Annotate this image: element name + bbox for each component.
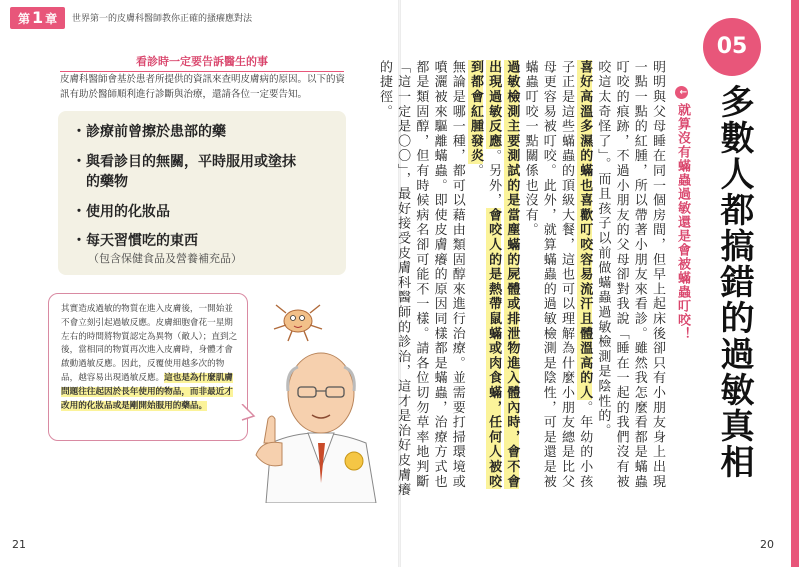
bubble-highlight: 這也是為什麼肌膚問題往往起因於長年使用的物品，而非最近才改用的化妝品或是剛開始服用的藥品。 [61,372,233,411]
page-number: 20 [760,538,774,551]
highlighted-phrase: 過敏檢測主要測試的是當塵蟎的屍體或排泄物進入體內時，會不會出現過敏反應 [486,60,520,490]
page-number: 21 [12,538,26,551]
arrow-down-icon: ↓ [675,86,688,99]
highlighted-phrase: 會咬人的是熱帶鼠蟎或肉食蟎，任何人被咬到都會紅腫發炎 [467,60,502,490]
section-number-badge: 05 [703,18,761,76]
running-head: 世界第一的皮膚科醫師教你正確的搔癢應對法 [72,14,253,24]
page-title: 多數人都搞錯的過敏真相 [714,84,754,480]
mite-icon [274,305,322,341]
speech-bubble [48,293,248,441]
vertical-body-text: 明明與父母睡在同一個房間，但早上起床後卻只有小朋友身上出現一點一點的紅腫，所以帶著小朋友來看診。雖然我怎麼看都是蟎蟲叮咬的痕跡，不過小朋友的父母卻對我說「睡在一起的我們沒有被咬這太奇怪了」。而且孩子以前做蟎蟲過敏檢測是陰性的。 喜好高溫多濕的蟎也喜歡叮咬容易流汗且體溫高的人。年幼的小孩子正是這些蟎蟲的頂級大餐，這也可以理解為什麼小朋友總是比父母更容易被叮咬。此外，就算蟎蟲的過敏檢測是陰性，可是還是被蟎蟲叮咬一點關係也沒有。 過敏檢測主要測試的是當塵蟎的屍體或排泄物進入體內時，會不會出現過敏反應。另外，會咬人的是熱帶鼠蟎或肉食蟎，任何人被咬到都會紅腫發炎。 無論是哪一種，都可以藉由類固醇來進行治療。並需要打掃環境或噴灑被來驅離蟎蟲。即使皮膚癢的原因同樣都是蟎蟲，治療方式也都是類固醇，但有時候病名卻可能不一樣。請各位切勿草率地判斷「這一定是〇〇」，最好接受皮膚科醫師的診治，這才是治好皮膚癢的捷徑。 [376,60,665,498]
intro-text: 皮膚科醫師會基於患者所提供的資訊來查明皮膚病的原因。以下的資訊有助於醫師順利進行診斷與治療，還請各位一定要告知。 [60,74,346,100]
checklist-item: ・與看診目的無關，平時服用或塗抹 [72,154,296,170]
highlighted-phrase: 喜好高溫多濕的蟎也喜歡叮咬容易流汗且體溫高的人 [577,60,593,401]
left-page [0,0,399,567]
doctor-illustration [246,283,396,503]
checklist-item: ・每天習慣吃的東西 [72,233,198,249]
checklist-item: 的藥物 [86,174,128,190]
subtitle: ↓就算沒有蟎蟲過敏還是會被蟎蟲叮咬！ [673,86,692,341]
paragraph: 明明與父母睡在同一個房間，但早上起床後卻只有小朋友身上出現一點一點的紅腫，所以帶著小朋友來看診。雖然我怎麼看都是蟎蟲叮咬的痕跡，不過小朋友的父母卻對我說「睡在一起的我們沒有被咬這太奇怪了」。而且孩子以前做蟎蟲過敏檢測是陰性的。 [595,60,665,490]
bubble-text: 其實造成過敏的物質在進入皮膚後，一開始並不會立刻引起過敏反應。皮膚細胞會花一星期左右的時間將物質認定為異物（敵人）；直到之後，當相同的物質再次進入皮膚時，身體才會啟動過敏反應。因此，反覆使用越多次的物品，越容易出現過敏反應。這也是為什麼肌膚問題往往起因於長年使用的物品，而非最近才改用的化妝品或是剛開始服用的藥品。 [61,304,238,411]
edge-tab [791,0,799,567]
checklist-box [58,111,346,275]
checklist-note: （包含保健食品及營養補充品） [88,252,242,265]
chapter-badge: 第 1 章 [10,7,65,29]
checklist-item: ・使用的化妝品 [72,204,170,220]
checklist-item: ・診療前曾擦於患部的藥 [72,124,226,140]
paragraph: 無論是哪一種，都可以藉由類固醇來進行治療。並需要打掃環境或噴灑被來驅離蟎蟲。即使皮膚癢的原因同樣都是蟎蟲，治療方式也都是類固醇，但有時候病名卻可能不一樣。請各位切勿草率地判斷「這一定是〇〇」，最好接受皮膚科醫師的診治，這才是治好皮膚癢的捷徑。 [376,60,465,498]
section-title: 看診時一定要告訴醫生的事 [60,53,344,72]
paragraph: 。年幼的小孩子正是這些蟎蟲的頂級大餐，這也可以理解為什麼小朋友總是比父母更容易被叮咬。此外，就算蟎蟲的過敏檢測是陰性，可是還是被蟎蟲叮咬一點關係也沒有。 [522,60,593,490]
